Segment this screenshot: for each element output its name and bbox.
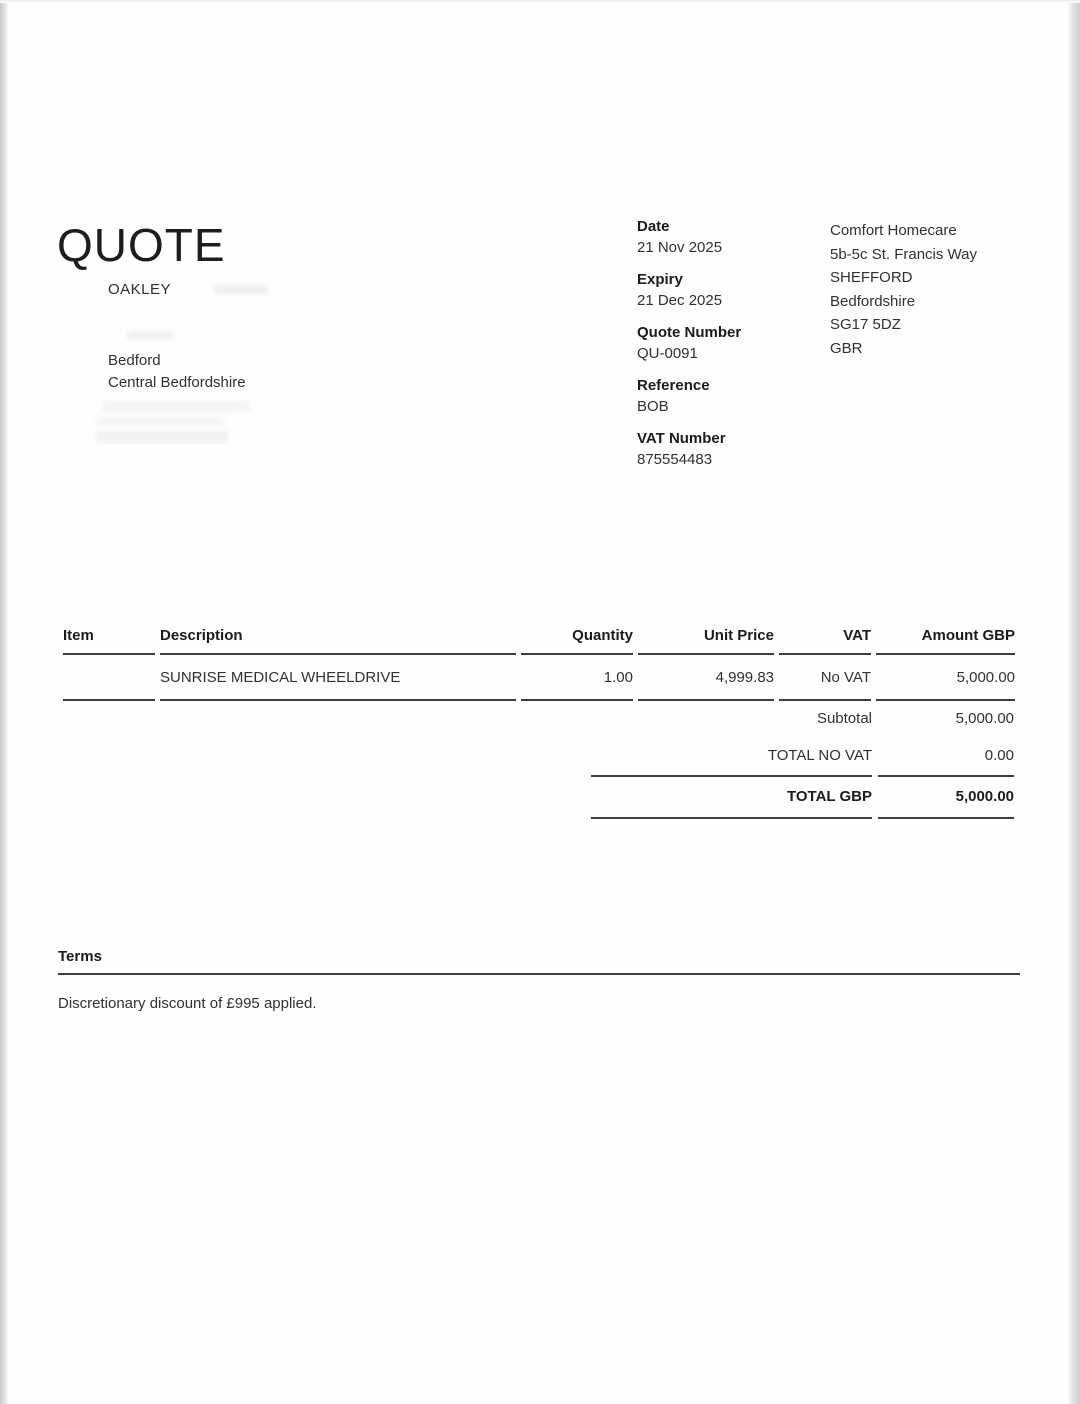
line-items-table (58, 615, 1020, 701)
expiry-value: 21 Dec 2025 (637, 292, 723, 309)
total-gbp-value: 5,000.00 (878, 775, 1014, 819)
cell-item (63, 655, 155, 701)
customer-region: Central Bedfordshire (108, 374, 246, 391)
company-address-line: 5b-5c St. Francis Way (830, 245, 977, 263)
cell-quantity: 1.00 (521, 655, 633, 701)
quote-number-label: Quote Number (637, 324, 742, 341)
company-address-block (830, 219, 1040, 360)
cell-unit-price: 4,999.83 (638, 655, 774, 701)
reference-value: BOB (637, 398, 669, 415)
redacted-text (96, 431, 228, 443)
company-address-line: Bedfordshire (830, 292, 916, 310)
cell-amount: 5,000.00 (876, 655, 1015, 701)
company-address-line: SG17 5DZ (830, 316, 901, 333)
date-label: Date (637, 218, 670, 235)
totals-section (585, 700, 1020, 819)
table-row (63, 655, 1015, 701)
redacted-text (127, 331, 173, 339)
customer-name: OAKLEY (108, 281, 172, 298)
terms-section (58, 948, 1020, 1012)
cell-description: SUNRISE MEDICAL WHEELDRIVE (160, 655, 516, 701)
total-no-vat-label: TOTAL NO VAT (767, 747, 872, 764)
vat-number-label: VAT Number (637, 430, 726, 447)
col-header-unit-price: Unit Price (638, 615, 774, 655)
total-no-vat-row (591, 736, 1014, 775)
company-name: Comfort Homecare (830, 222, 957, 239)
terms-heading: Terms (58, 948, 1020, 975)
date-value: 21 Nov 2025 (637, 239, 723, 256)
table-header-row (63, 615, 1015, 655)
meta-expiry (637, 269, 822, 311)
meta-date (637, 216, 822, 258)
page-edge-left (0, 0, 8, 1404)
redacted-text (96, 417, 224, 426)
subtotal-label: Subtotal (816, 710, 872, 727)
page-title: QUOTE (57, 219, 226, 271)
col-header-item: Item (63, 615, 155, 655)
total-gbp-label: TOTAL GBP (591, 775, 872, 819)
total-no-vat-value: 0.00 (984, 747, 1014, 764)
col-header-quantity: Quantity (521, 615, 633, 655)
meta-quote-number (637, 322, 822, 364)
col-header-vat: VAT (779, 615, 871, 655)
page-edge-right (1068, 0, 1080, 1404)
quote-meta (637, 216, 822, 481)
company-address-line: SHEFFORD (830, 269, 913, 286)
subtotal-row (591, 700, 1014, 736)
redacted-text (102, 401, 250, 412)
expiry-label: Expiry (637, 271, 683, 288)
subtotal-value: 5,000.00 (955, 710, 1014, 727)
page-edge-top (0, 0, 1080, 3)
quote-number-value: QU-0091 (637, 345, 698, 362)
cell-vat: No VAT (779, 655, 871, 701)
col-header-amount: Amount GBP (876, 615, 1015, 655)
terms-text: Discretionary discount of £995 applied. (58, 995, 317, 1012)
meta-vat-number (637, 428, 822, 470)
redacted-text (214, 285, 268, 294)
customer-city: Bedford (108, 352, 161, 369)
col-header-description: Description (160, 615, 516, 655)
vat-number-value: 875554483 (637, 451, 713, 468)
company-address-line: GBR (830, 339, 863, 357)
total-gbp-row (591, 775, 1014, 819)
reference-label: Reference (637, 377, 710, 394)
meta-reference (637, 375, 822, 417)
